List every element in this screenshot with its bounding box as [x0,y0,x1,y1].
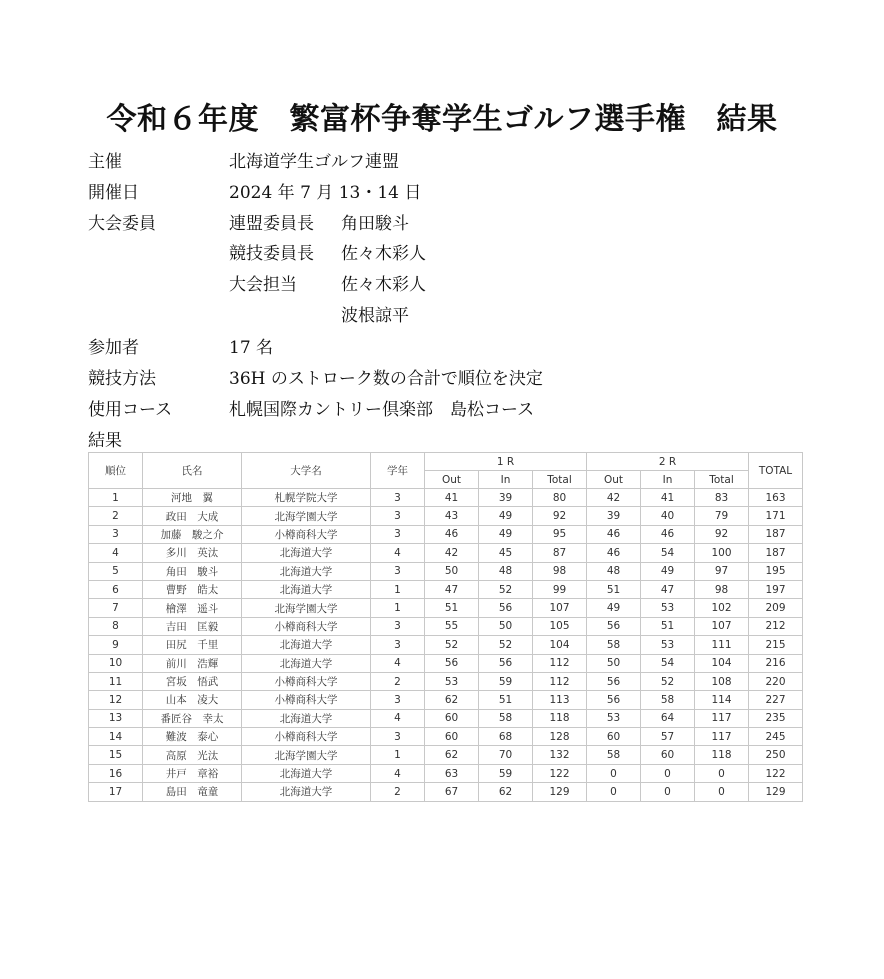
cell-r1-in: 59 [479,764,533,782]
header-round-1: 1 R [425,453,587,471]
cell-rank: 9 [89,636,143,654]
header-year: 学年 [371,453,425,489]
method-value: 36H のストローク数の合計で順位を決定 [229,369,543,389]
cell-r2-in: 53 [641,599,695,617]
cell-year: 3 [371,489,425,507]
table-row [89,580,803,598]
header-r1-out: Out [425,471,479,489]
cell-r2-out: 42 [587,489,641,507]
cell-r2-out: 0 [587,764,641,782]
cell-r2-total: 117 [695,709,749,727]
cell-r1-out: 56 [425,654,479,672]
cell-r1-total: 112 [533,654,587,672]
organizer-label: 主催 [88,152,122,172]
cell-r1-total: 128 [533,728,587,746]
cell-r2-total: 118 [695,746,749,764]
cell-r1-out: 51 [425,599,479,617]
cell-rank: 2 [89,507,143,525]
organizer-value: 北海道学生ゴルフ連盟 [229,152,399,172]
cell-r1-out: 43 [425,507,479,525]
cell-r1-total: 105 [533,617,587,635]
table-row [89,562,803,580]
cell-r1-total: 132 [533,746,587,764]
date-label: 開催日 [88,183,139,203]
cell-r1-in: 56 [479,654,533,672]
committee-name: 波根諒平 [341,306,409,326]
cell-r1-total: 87 [533,544,587,562]
cell-r1-total: 112 [533,672,587,690]
cell-grand-total: 215 [749,636,803,654]
cell-r2-out: 56 [587,691,641,709]
cell-r2-total: 111 [695,636,749,654]
cell-r1-total: 118 [533,709,587,727]
cell-r1-in: 49 [479,525,533,543]
cell-university: 小樽商科大学 [242,672,371,690]
cell-university: 北海道大学 [242,562,371,580]
cell-r2-total: 92 [695,525,749,543]
cell-r1-in: 50 [479,617,533,635]
committee-label: 大会委員 [88,214,156,234]
cell-r2-in: 0 [641,764,695,782]
cell-grand-total: 187 [749,544,803,562]
cell-university: 北海道大学 [242,764,371,782]
cell-year: 4 [371,544,425,562]
cell-r2-total: 79 [695,507,749,525]
cell-r1-total: 99 [533,580,587,598]
cell-r2-out: 60 [587,728,641,746]
cell-name: 宮坂 悟武 [143,672,242,690]
cell-r1-out: 47 [425,580,479,598]
cell-r2-in: 51 [641,617,695,635]
cell-r1-total: 113 [533,691,587,709]
cell-r1-out: 50 [425,562,479,580]
cell-name: 島田 竜童 [143,783,242,801]
cell-r2-out: 53 [587,709,641,727]
table-row [89,746,803,764]
cell-r1-out: 60 [425,728,479,746]
course-label: 使用コース [88,400,173,420]
cell-university: 北海道大学 [242,544,371,562]
cell-r2-out: 51 [587,580,641,598]
cell-r2-in: 49 [641,562,695,580]
cell-r1-in: 49 [479,507,533,525]
cell-university: 北海道大学 [242,654,371,672]
cell-year: 2 [371,672,425,690]
cell-name: 山本 凌大 [143,691,242,709]
cell-r2-total: 102 [695,599,749,617]
cell-university: 小樽商科大学 [242,525,371,543]
cell-year: 3 [371,636,425,654]
table-row [89,489,803,507]
results-label: 結果 [88,431,122,451]
table-row [89,783,803,801]
cell-rank: 14 [89,728,143,746]
header-r1-total: Total [533,471,587,489]
cell-r2-total: 0 [695,764,749,782]
cell-year: 3 [371,507,425,525]
cell-university: 北海学園大学 [242,746,371,764]
cell-r2-in: 47 [641,580,695,598]
cell-r2-total: 97 [695,562,749,580]
cell-rank: 5 [89,562,143,580]
table-row [89,599,803,617]
cell-grand-total: 245 [749,728,803,746]
cell-year: 3 [371,617,425,635]
cell-r2-total: 98 [695,580,749,598]
cell-r1-in: 58 [479,709,533,727]
cell-year: 3 [371,691,425,709]
cell-r1-in: 48 [479,562,533,580]
cell-grand-total: 212 [749,617,803,635]
cell-r2-out: 56 [587,672,641,690]
cell-university: 北海道大学 [242,709,371,727]
cell-university: 北海学園大学 [242,507,371,525]
cell-university: 小樽商科大学 [242,728,371,746]
cell-r1-in: 52 [479,636,533,654]
table-row [89,636,803,654]
cell-r2-in: 53 [641,636,695,654]
cell-rank: 4 [89,544,143,562]
cell-university: 小樽商科大学 [242,691,371,709]
cell-grand-total: 195 [749,562,803,580]
cell-rank: 8 [89,617,143,635]
header-name: 氏名 [143,453,242,489]
page-title: 令和６年度 繁富杯争奪学生ゴルフ選手権 結果 [106,102,778,137]
cell-name: 番匠谷 幸太 [143,709,242,727]
header-r2-total: Total [695,471,749,489]
cell-university: 北海学園大学 [242,599,371,617]
cell-grand-total: 227 [749,691,803,709]
cell-rank: 11 [89,672,143,690]
header-grand-total: TOTAL [749,453,803,489]
committee-name: 佐々木彩人 [341,244,426,264]
cell-grand-total: 163 [749,489,803,507]
cell-r2-in: 52 [641,672,695,690]
cell-rank: 16 [89,764,143,782]
cell-r2-total: 114 [695,691,749,709]
header-university: 大学名 [242,453,371,489]
cell-year: 4 [371,709,425,727]
cell-r1-out: 42 [425,544,479,562]
cell-r2-total: 104 [695,654,749,672]
cell-r2-out: 58 [587,746,641,764]
cell-name: 井戸 章裕 [143,764,242,782]
cell-r1-out: 53 [425,672,479,690]
cell-year: 2 [371,783,425,801]
cell-r2-in: 54 [641,544,695,562]
cell-r1-out: 55 [425,617,479,635]
committee-name: 佐々木彩人 [341,275,426,295]
cell-r2-out: 0 [587,783,641,801]
cell-r1-total: 80 [533,489,587,507]
cell-name: 曹野 皓太 [143,580,242,598]
cell-r1-out: 63 [425,764,479,782]
cell-r2-out: 50 [587,654,641,672]
cell-r1-in: 39 [479,489,533,507]
committee-role: 大会担当 [229,275,297,295]
cell-name: 檜澤 遥斗 [143,599,242,617]
cell-university: 北海道大学 [242,636,371,654]
cell-r1-total: 107 [533,599,587,617]
cell-name: 角田 駿斗 [143,562,242,580]
cell-university: 北海道大学 [242,783,371,801]
cell-r1-in: 62 [479,783,533,801]
table-row [89,709,803,727]
table-row [89,544,803,562]
cell-r2-out: 49 [587,599,641,617]
cell-rank: 3 [89,525,143,543]
cell-r2-total: 0 [695,783,749,801]
cell-year: 3 [371,525,425,543]
cell-r2-total: 117 [695,728,749,746]
cell-r1-in: 45 [479,544,533,562]
committee-name: 角田駿斗 [341,214,409,234]
cell-name: 田尻 千里 [143,636,242,654]
cell-r2-in: 41 [641,489,695,507]
cell-r1-total: 129 [533,783,587,801]
cell-rank: 15 [89,746,143,764]
cell-grand-total: 171 [749,507,803,525]
cell-r2-out: 39 [587,507,641,525]
cell-grand-total: 235 [749,709,803,727]
table-row [89,617,803,635]
cell-year: 1 [371,580,425,598]
cell-r2-total: 100 [695,544,749,562]
cell-grand-total: 250 [749,746,803,764]
cell-r1-out: 62 [425,691,479,709]
table-row [89,654,803,672]
cell-grand-total: 209 [749,599,803,617]
cell-name: 加藤 駿之介 [143,525,242,543]
table-row [89,507,803,525]
cell-r2-in: 64 [641,709,695,727]
cell-rank: 12 [89,691,143,709]
table-row [89,672,803,690]
cell-r1-total: 98 [533,562,587,580]
cell-r2-in: 46 [641,525,695,543]
header-r1-in: In [479,471,533,489]
method-label: 競技方法 [88,369,156,389]
participants-label: 参加者 [88,338,139,358]
cell-r2-in: 40 [641,507,695,525]
cell-r2-in: 57 [641,728,695,746]
cell-r2-in: 0 [641,783,695,801]
cell-grand-total: 197 [749,580,803,598]
committee-role: 連盟委員長 [229,214,314,234]
cell-grand-total: 220 [749,672,803,690]
cell-year: 3 [371,728,425,746]
cell-grand-total: 187 [749,525,803,543]
cell-r1-out: 60 [425,709,479,727]
cell-name: 高原 光汰 [143,746,242,764]
cell-year: 4 [371,654,425,672]
cell-r1-out: 62 [425,746,479,764]
cell-name: 政田 大成 [143,507,242,525]
cell-r2-total: 108 [695,672,749,690]
cell-name: 多川 英汰 [143,544,242,562]
header-r2-out: Out [587,471,641,489]
cell-name: 前川 浩輝 [143,654,242,672]
cell-year: 1 [371,746,425,764]
table-row [89,764,803,782]
cell-rank: 7 [89,599,143,617]
cell-r2-in: 60 [641,746,695,764]
cell-rank: 1 [89,489,143,507]
cell-r1-in: 59 [479,672,533,690]
cell-r2-total: 107 [695,617,749,635]
cell-r1-in: 51 [479,691,533,709]
cell-grand-total: 122 [749,764,803,782]
cell-rank: 6 [89,580,143,598]
results-body [89,489,803,802]
cell-r1-total: 92 [533,507,587,525]
table-row [89,728,803,746]
cell-r1-out: 41 [425,489,479,507]
cell-r1-total: 95 [533,525,587,543]
cell-rank: 13 [89,709,143,727]
cell-grand-total: 129 [749,783,803,801]
cell-r2-in: 58 [641,691,695,709]
cell-r2-out: 46 [587,525,641,543]
cell-university: 北海道大学 [242,580,371,598]
cell-r2-out: 48 [587,562,641,580]
header-r2-in: In [641,471,695,489]
cell-year: 4 [371,764,425,782]
cell-r1-in: 68 [479,728,533,746]
cell-year: 3 [371,562,425,580]
cell-r1-out: 67 [425,783,479,801]
cell-r1-out: 52 [425,636,479,654]
cell-university: 札幌学院大学 [242,489,371,507]
cell-university: 小樽商科大学 [242,617,371,635]
results-table [88,452,803,802]
cell-r2-total: 83 [695,489,749,507]
cell-r1-in: 70 [479,746,533,764]
cell-r1-in: 52 [479,580,533,598]
header-round-2: 2 R [587,453,749,471]
cell-name: 河地 翼 [143,489,242,507]
header-rank: 順位 [89,453,143,489]
cell-r1-in: 56 [479,599,533,617]
cell-r1-total: 104 [533,636,587,654]
cell-r1-out: 46 [425,525,479,543]
cell-name: 難波 泰心 [143,728,242,746]
cell-rank: 17 [89,783,143,801]
table-row [89,525,803,543]
cell-r2-out: 46 [587,544,641,562]
cell-name: 吉田 匡毅 [143,617,242,635]
cell-r2-out: 58 [587,636,641,654]
cell-grand-total: 216 [749,654,803,672]
table-row [89,691,803,709]
cell-r2-out: 56 [587,617,641,635]
participants-value: 17 名 [229,338,274,358]
cell-r1-total: 122 [533,764,587,782]
cell-r2-in: 54 [641,654,695,672]
cell-rank: 10 [89,654,143,672]
cell-year: 1 [371,599,425,617]
date-value: 2024 年 7 月 13・14 日 [229,183,422,203]
committee-role: 競技委員長 [229,244,314,264]
course-value: 札幌国際カントリー倶楽部 島松コース [229,400,535,420]
